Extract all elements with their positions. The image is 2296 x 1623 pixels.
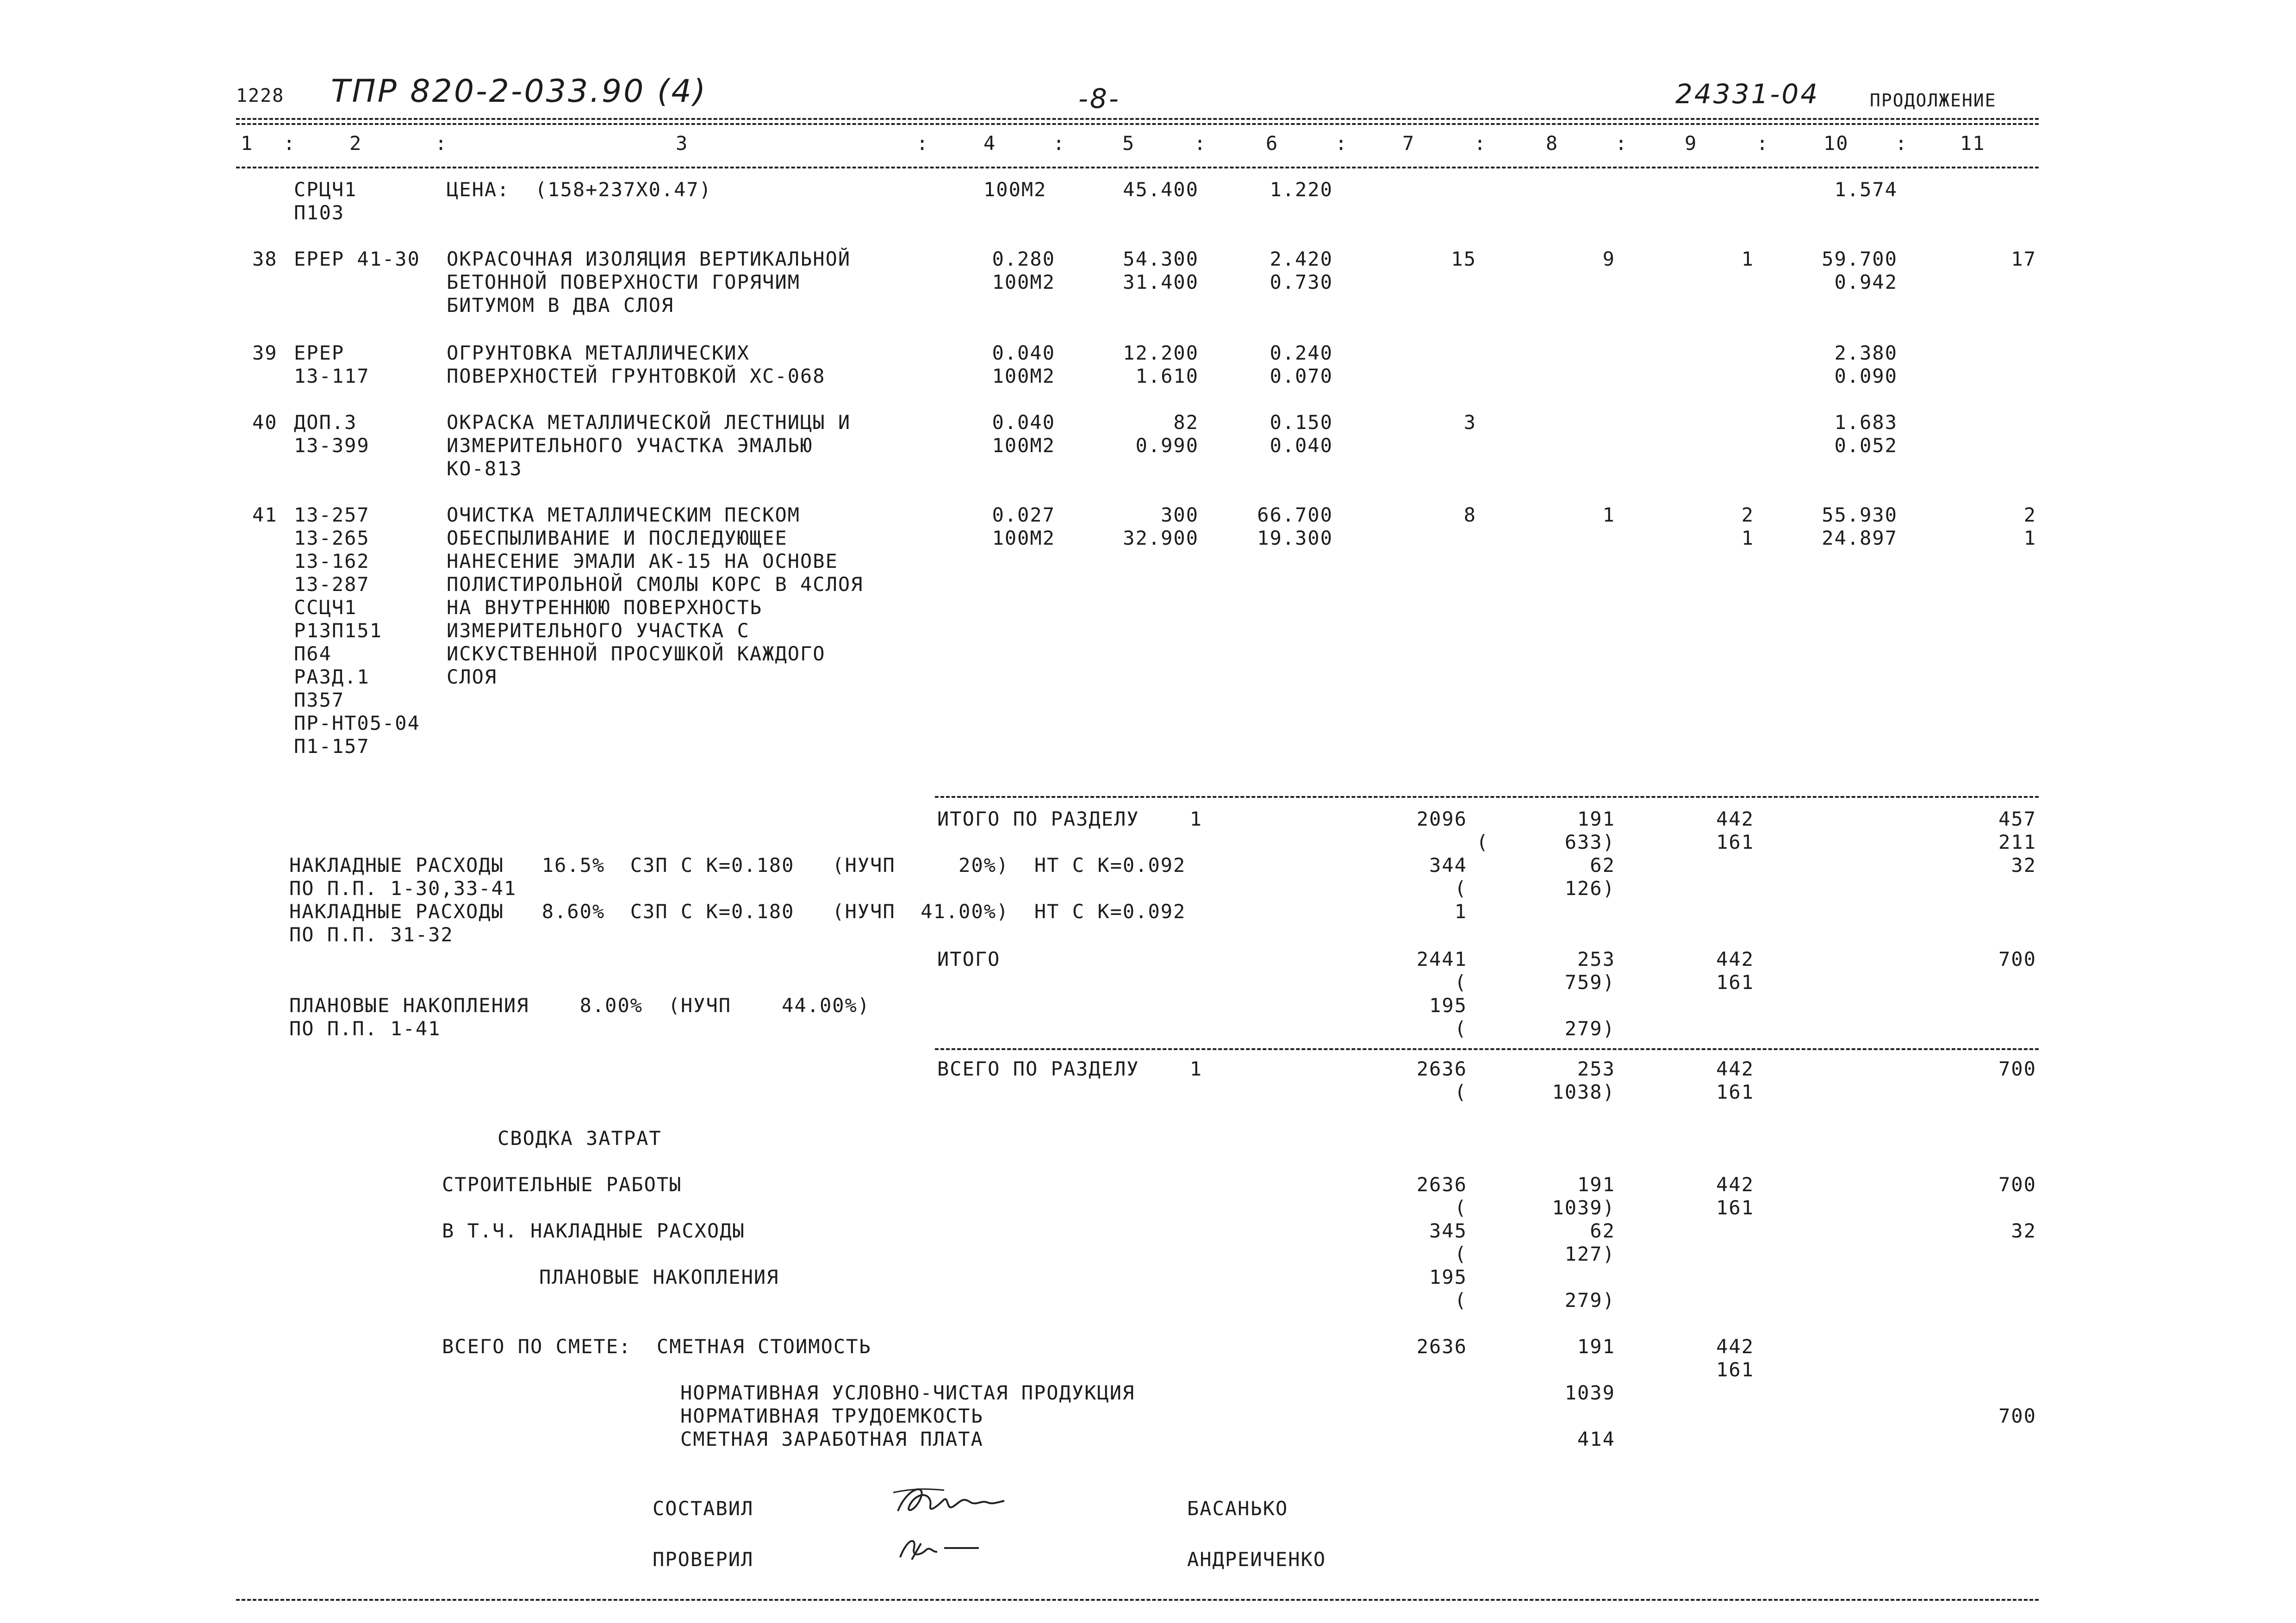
col-sep: : (916, 132, 929, 155)
row-code: ДОП.3 13-399 (294, 411, 370, 457)
overhead-2-c7: 1 (1454, 900, 1467, 923)
col-num-9: 9 (1685, 132, 1698, 155)
row-col8: 1 (1602, 504, 1615, 526)
row-col10: 2.380 0.090 (1834, 342, 1898, 387)
row-unit: 100М2 (983, 178, 1047, 201)
row-col4: 0.280 100М2 (992, 248, 1055, 293)
row-col5: 45.400 (1123, 178, 1199, 201)
row-col6: 2.420 0.730 (1269, 248, 1333, 293)
col-num-5: 5 (1122, 132, 1135, 155)
sheet-number: 1228 (236, 85, 285, 106)
row-number: 40 (252, 411, 278, 434)
overhead-1-label: НАКЛАДНЫЕ РАСХОДЫ 16.5% СЗП С К=0.180 (НУЧП 20%) НТ С К=0.092 ПО П.П. 1-30,33-41 (289, 854, 1186, 900)
incl-overhead-c8: 62 127) (1564, 1219, 1615, 1265)
construction-works-c11: 700 (1998, 1173, 2036, 1196)
overhead-1-c11: 32 (2011, 854, 2036, 877)
col-sep: : (1053, 132, 1066, 155)
vsego-razdel-c8: 253 1038) (1552, 1057, 1615, 1103)
row-col5: 82 0.990 (1135, 411, 1199, 457)
overhead-1-c7: 344 ( (1429, 854, 1467, 900)
row-col7: 8 (1463, 504, 1476, 526)
col-num-1: 1 (241, 132, 254, 155)
col-num-7: 7 (1402, 132, 1415, 155)
row-code: 13-257 13-265 13-162 13-287 ССЦЧ1 Р13П151 П64 РАЗД.1 П357 ПР-НТ05-04 П1-157 (294, 504, 420, 758)
incl-overhead-c11: 32 (2011, 1219, 2036, 1242)
summary-planned-c7: 195 ( (1429, 1266, 1467, 1312)
row-col8: 9 (1602, 248, 1615, 270)
checked-signature (893, 1530, 986, 1567)
col-sep: : (1335, 132, 1348, 155)
vsego-razdel-c7: 2636 ( (1416, 1057, 1467, 1103)
construction-works-c7: 2636 ( (1416, 1173, 1467, 1219)
row-number: 38 (252, 248, 278, 270)
normative-lines: НОРМАТИВНАЯ УСЛОВНО-ЧИСТАЯ ПРОДУКЦИЯ НОРМАТИВНАЯ ТРУДОЕМКОСТЬ СМЕТНАЯ ЗАРАБОТНАЯ ПЛАТА (680, 1381, 1135, 1450)
planned-savings-c8: 279) (1564, 1017, 1615, 1040)
row-code: ЕРЕР 13-117 (294, 342, 370, 387)
row-col9: 1 (1741, 248, 1754, 270)
checked-by-name: АНДРЕИЧЕНКО (1187, 1548, 1326, 1571)
row-col6: 66.700 19.300 (1257, 504, 1333, 549)
summary-planned-label: ПЛАНОВЫЕ НАКОПЛЕНИЯ (539, 1266, 779, 1288)
top-rule-2 (236, 123, 2039, 125)
col-sep: : (1615, 132, 1628, 155)
col-sep: : (1194, 132, 1207, 155)
composed-by-name: БАСАНЬКО (1187, 1497, 1288, 1520)
top-rule (236, 118, 2039, 120)
summary-planned-c8: 279) (1564, 1289, 1615, 1312)
album-number: 24331-04 (1675, 78, 1820, 110)
col-num-2: 2 (349, 132, 362, 155)
composed-by-label: СОСТАВИЛ (653, 1497, 754, 1520)
row-col6: 0.150 0.040 (1269, 411, 1333, 457)
itogo-c9: 442 161 (1716, 948, 1754, 994)
normative-c8: 1039 414 (1564, 1381, 1615, 1450)
section-total-rule (935, 1048, 2039, 1050)
itogo-label: ИТОГО (937, 948, 1001, 970)
itogo-c7: 2441 ( (1416, 948, 1467, 994)
construction-works-c9: 442 161 (1716, 1173, 1754, 1219)
row-col9: 2 1 (1741, 504, 1754, 549)
col-sep: : (1895, 132, 1908, 155)
continued-label: ПРОДОЛЖЕНИЕ (1870, 90, 1997, 111)
summary-title: СВОДКА ЗАТРАТ (498, 1127, 662, 1150)
col-sep: : (1474, 132, 1487, 155)
itogo-razdel-c11: 457 211 (1998, 808, 2036, 853)
header-rule (236, 167, 2039, 168)
col-num-10: 10 (1823, 132, 1849, 155)
row-col4: 0.040 100М2 (992, 342, 1055, 387)
itogo-razdel-c9: 442 161 (1716, 808, 1754, 853)
estimate-total-label: ВСЕГО ПО СМЕТЕ: СМЕТНАЯ СТОИМОСТЬ (442, 1335, 871, 1358)
construction-works-label: СТРОИТЕЛЬНЫЕ РАБОТЫ (442, 1173, 682, 1196)
overhead-1-c8: 62 126) (1564, 854, 1615, 900)
row-description: ОКРАСОЧНАЯ ИЗОЛЯЦИЯ ВЕРТИКАЛЬНОЙ БЕТОННОЙ ПОВЕРХНОСТИ ГОРЯЧИМ БИТУМОМ В ДВА СЛОЯ (447, 248, 851, 317)
row-description: ЦЕНА: (158+237Х0.47) (447, 178, 712, 201)
itogo-c8: 253 759) (1564, 948, 1615, 994)
itogo-razdel-label: ИТОГО ПО РАЗДЕЛУ 1 (937, 808, 1203, 830)
planned-savings-c7: 195 ( (1429, 994, 1467, 1040)
col-sep: : (1756, 132, 1769, 155)
overhead-2-label: НАКЛАДНЫЕ РАСХОДЫ 8.60% СЗП С К=0.180 (НУЧП 41.00%) НТ С К=0.092 ПО П.П. 31-32 (289, 900, 1186, 946)
col-num-11: 11 (1960, 132, 1985, 155)
row-col10: 1.574 (1834, 178, 1898, 201)
itogo-c11: 700 (1998, 948, 2036, 970)
vsego-razdel-c11: 700 (1998, 1057, 2036, 1080)
row-col10: 59.700 0.942 (1822, 248, 1898, 293)
row-code: ЕРЕР 41-30 (294, 248, 420, 270)
estimate-total-c7: 2636 (1416, 1335, 1467, 1358)
itogo-razdel-c8: 191 ( 633) (1476, 808, 1615, 853)
row-col4: 0.027 100М2 (992, 504, 1055, 549)
construction-works-c8: 191 1039) (1552, 1173, 1615, 1219)
row-col7: 3 (1463, 411, 1476, 434)
row-col11: 2 1 (2023, 504, 2036, 549)
row-col11: 17 (2011, 248, 2036, 270)
col-sep: : (283, 132, 296, 155)
composed-signature (889, 1479, 1009, 1525)
row-description: ОЧИСТКА МЕТАЛЛИЧЕСКИМ ПЕСКОМ ОБЕСПЫЛИВАНИЕ И ПОСЛЕДУЮЩЕЕ НАНЕСЕНИЕ ЭМАЛИ АК-15 НА ОСНОВЕ ПОЛИСТИРОЛЬНОЙ СМОЛЫ КОРС В 4СЛОЯ НА ВНУТРЕННЮЮ ПОВЕРХНОСТЬ ИЗМЕРИТЕЛЬНОГО УЧАСТКА С ИСКУСТВЕННОЙ ПРОСУШКОЙ КАЖДОГО СЛОЯ (447, 504, 864, 688)
vsego-razdel-c9: 442 161 (1716, 1057, 1754, 1103)
row-description: ОКРАСКА МЕТАЛЛИЧЕСКОЙ ЛЕСТНИЦЫ И ИЗМЕРИТЕЛЬНОГО УЧАСТКА ЭМАЛЬЮ КО-813 (447, 411, 851, 480)
col-num-6: 6 (1266, 132, 1279, 155)
col-num-8: 8 (1546, 132, 1559, 155)
row-col6: 0.240 0.070 (1269, 342, 1333, 387)
row-col5: 300 32.900 (1123, 504, 1199, 549)
col-num-4: 4 (983, 132, 996, 155)
page-number: -8- (1078, 83, 1120, 114)
estimate-total-c8: 191 (1577, 1335, 1615, 1358)
totals-rule (935, 796, 2039, 798)
bottom-rule (236, 1599, 2039, 1601)
itogo-razdel-c7: 2096 (1416, 808, 1467, 830)
vsego-razdel-label: ВСЕГО ПО РАЗДЕЛУ 1 (937, 1057, 1203, 1080)
planned-savings-label: ПЛАНОВЫЕ НАКОПЛЕНИЯ 8.00% (НУЧП 44.00%) ПО П.П. 1-41 (289, 994, 871, 1040)
incl-overhead-c7: 345 ( (1429, 1219, 1467, 1265)
row-number: 39 (252, 342, 278, 364)
row-col7: 15 (1451, 248, 1476, 270)
col-num-3: 3 (676, 132, 689, 155)
checked-by-label: ПРОВЕРИЛ (653, 1548, 754, 1571)
row-description: ОГРУНТОВКА МЕТАЛЛИЧЕСКИХ ПОВЕРХНОСТЕЙ ГРУНТОВКОЙ ХС-068 (447, 342, 826, 387)
estimate-total-c9: 442 161 (1716, 1335, 1754, 1381)
row-col5: 12.200 1.610 (1123, 342, 1199, 387)
col-sep: : (435, 132, 448, 155)
row-number: 41 (252, 504, 278, 526)
document-code: ТПР 820-2-033.90 (4) (331, 73, 708, 110)
row-code: СРЦЧ1 П103 (294, 178, 357, 224)
row-col4: 0.040 100М2 (992, 411, 1055, 457)
row-col5: 54.300 31.400 (1123, 248, 1199, 293)
normative-c11: 700 (1998, 1405, 2036, 1427)
incl-overhead-label: В Т.Ч. НАКЛАДНЫЕ РАСХОДЫ (442, 1219, 745, 1242)
row-col10: 55.930 24.897 (1822, 504, 1898, 549)
row-col10: 1.683 0.052 (1834, 411, 1898, 457)
row-col6: 1.220 (1269, 178, 1333, 201)
